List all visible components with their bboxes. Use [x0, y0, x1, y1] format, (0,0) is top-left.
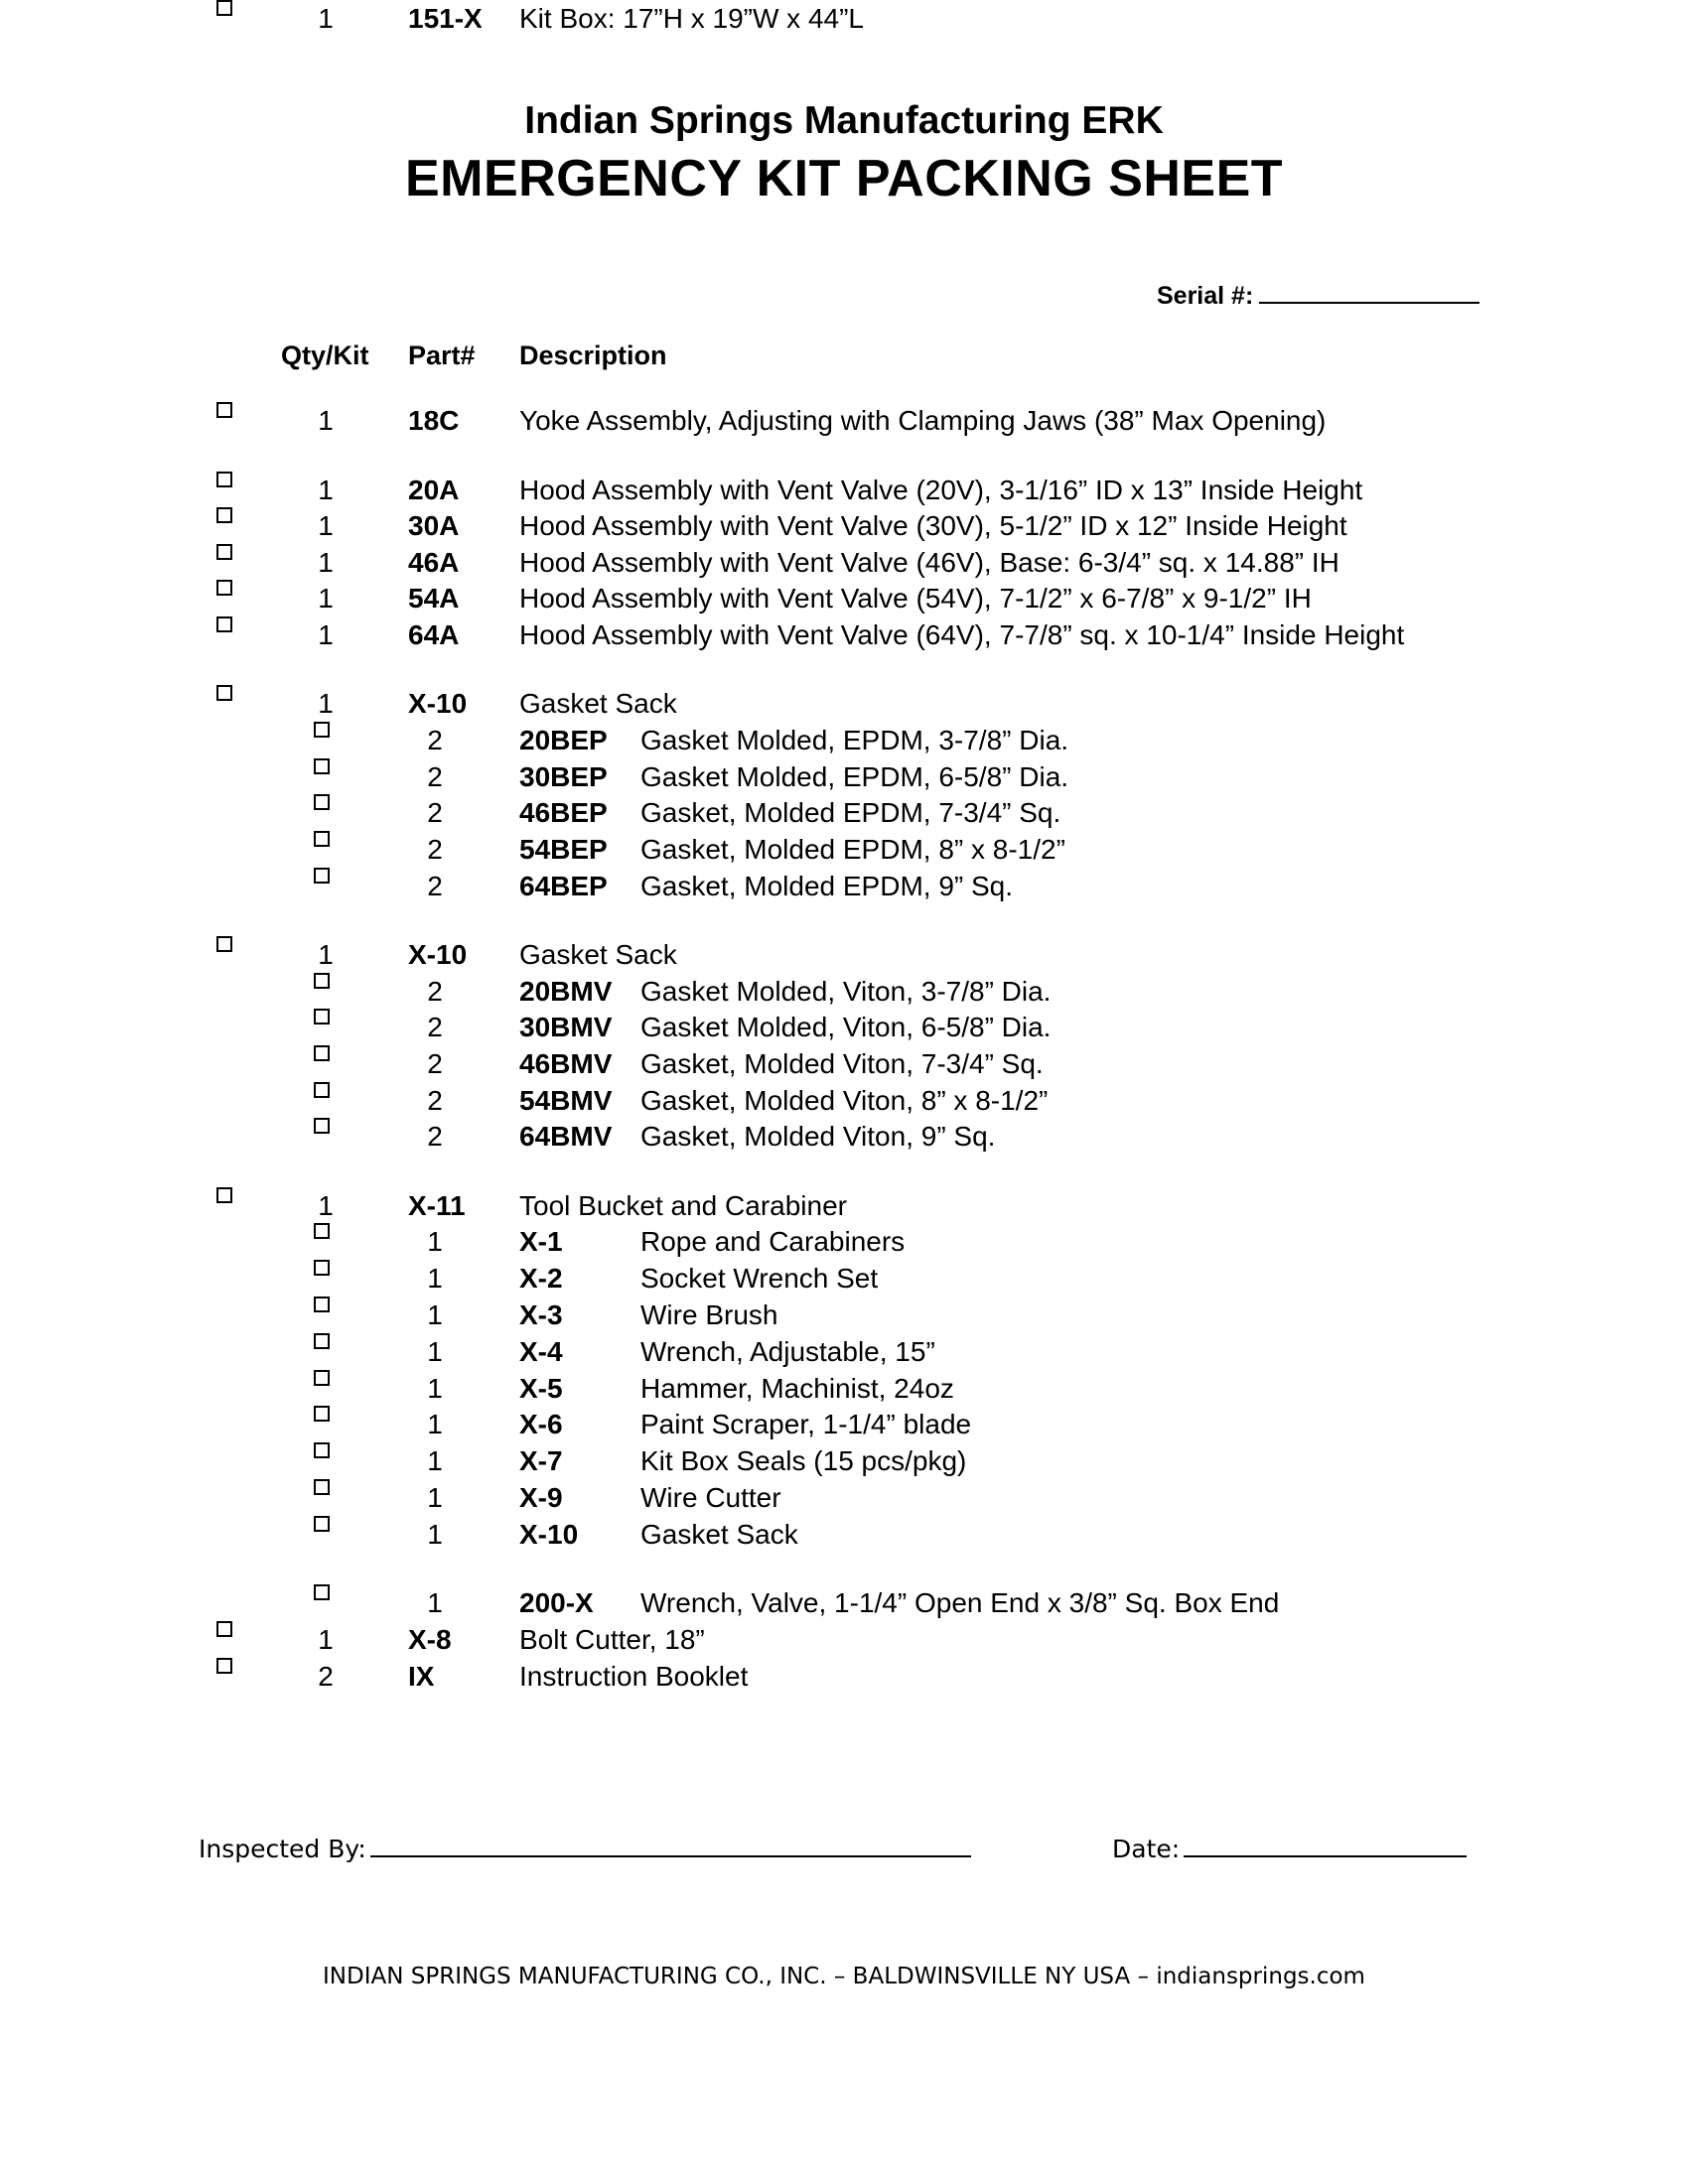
sub-item-row [0, 1082, 1688, 1119]
item-description: Gasket Molded, EPDM, 3-7/8” Dia. [640, 725, 1069, 755]
item-qty: 1 [318, 688, 334, 719]
item-qty: 1 [427, 1299, 443, 1330]
item-row [0, 0, 1688, 37]
serial-field [1157, 278, 1479, 311]
item-qty: 1 [318, 405, 334, 436]
item-part-number: 46BMV [519, 1048, 613, 1079]
column-header-qty: Qty/Kit [281, 341, 369, 370]
item-part-number: X-2 [519, 1263, 563, 1294]
sub-item-row [0, 1297, 1688, 1333]
item-part-number: X-7 [519, 1445, 563, 1476]
item-description: Hood Assembly with Vent Valve (30V), 5-1/2” ID x 12” Inside Height [519, 510, 1347, 541]
item-row [0, 402, 1688, 439]
item-qty: 2 [427, 1012, 443, 1042]
column-header-description: Description [519, 341, 667, 370]
sub-item-row [0, 1045, 1688, 1082]
inspected-by-field [199, 1831, 971, 1863]
item-qty: 2 [427, 1121, 443, 1152]
item-description: Rope and Carabiners [640, 1226, 906, 1257]
sub-item-row [0, 831, 1688, 868]
item-part-number: X-4 [519, 1336, 563, 1367]
date-field [1112, 1831, 1467, 1863]
item-qty: 1 [318, 3, 334, 34]
checkbox[interactable] [216, 580, 232, 596]
sub-item-row [0, 1333, 1688, 1370]
checkbox[interactable] [314, 722, 330, 738]
serial-input-line[interactable] [1259, 278, 1479, 304]
item-description: Hood Assembly with Vent Valve (64V), 7-7/8” sq. x 10-1/4” Inside Height [519, 619, 1405, 650]
item-description: Gasket Molded, EPDM, 6-5/8” Dia. [640, 761, 1069, 792]
item-part-number: IX [408, 1661, 435, 1692]
checkbox[interactable] [216, 402, 232, 418]
item-qty: 1 [427, 1409, 443, 1439]
item-part-number: X-11 [408, 1190, 466, 1221]
sub-item-row [0, 1516, 1688, 1553]
item-qty: 1 [427, 1336, 443, 1367]
item-row [0, 1187, 1688, 1224]
item-row [0, 1658, 1688, 1695]
item-description: Gasket, Molded Viton, 9” Sq. [640, 1121, 996, 1152]
item-description: Gasket, Molded EPDM, 9” Sq. [640, 871, 1014, 901]
item-part-number: 151-X [408, 3, 483, 34]
checkbox[interactable] [314, 1516, 330, 1532]
sub-item-row [0, 868, 1688, 904]
item-part-number: X-10 [408, 688, 468, 719]
item-qty: 2 [427, 834, 443, 865]
sub-item-row [0, 1009, 1688, 1045]
item-qty: 2 [427, 761, 443, 792]
item-row [0, 616, 1688, 653]
item-description: Gasket, Molded Viton, 7-3/4” Sq. [640, 1048, 1044, 1079]
item-part-number: 18C [408, 405, 460, 436]
item-part-number: X-6 [519, 1409, 563, 1439]
item-description: Gasket Molded, Viton, 3-7/8” Dia. [640, 976, 1052, 1007]
item-description: Gasket, Molded EPDM, 8” x 8-1/2” [640, 834, 1065, 865]
item-row [0, 472, 1688, 508]
company-title: Indian Springs Manufacturing ERK [524, 99, 1164, 142]
item-part-number: 64BMV [519, 1121, 613, 1152]
checkbox[interactable] [314, 973, 330, 989]
item-qty: 1 [427, 1519, 443, 1550]
checkbox[interactable] [314, 1260, 330, 1276]
sub-item-row [0, 1479, 1688, 1516]
item-qty: 2 [318, 1661, 334, 1692]
inspected-by-label: Inspected By: [199, 1835, 366, 1863]
sub-item-row [0, 1406, 1688, 1442]
checkbox[interactable] [314, 1297, 330, 1312]
item-qty: 1 [427, 1263, 443, 1294]
item-qty: 1 [318, 583, 334, 614]
item-description: Bolt Cutter, 18” [519, 1624, 705, 1655]
item-description: Wrench, Adjustable, 15” [640, 1336, 935, 1367]
item-description: Gasket Molded, Viton, 6-5/8” Dia. [640, 1012, 1052, 1042]
item-part-number: 64A [408, 619, 460, 650]
item-part-number: X-3 [519, 1299, 563, 1330]
item-part-number: X-10 [408, 939, 468, 970]
item-qty: 2 [427, 1085, 443, 1116]
item-qty: 2 [427, 1048, 443, 1079]
item-qty: 1 [318, 475, 334, 505]
checkbox[interactable] [314, 1442, 330, 1458]
sub-item-row [0, 1370, 1688, 1407]
checkbox[interactable] [216, 936, 232, 952]
item-description: Gasket, Molded EPDM, 7-3/4” Sq. [640, 797, 1061, 828]
item-row [0, 544, 1688, 581]
sub-item-row [0, 1118, 1688, 1155]
date-label: Date: [1112, 1835, 1181, 1863]
item-description: Kit Box Seals (15 pcs/pkg) [640, 1445, 967, 1476]
item-description: Kit Box: 17”H x 19”W x 44”L [519, 3, 865, 34]
sub-item-row [0, 1260, 1688, 1297]
item-description: Gasket Sack [519, 939, 677, 970]
checkbox[interactable] [314, 758, 330, 774]
item-part-number: 20A [408, 475, 460, 505]
item-part-number: X-10 [519, 1519, 579, 1550]
sub-item-row [0, 1442, 1688, 1479]
item-part-number: 30A [408, 510, 460, 541]
item-qty: 1 [427, 1445, 443, 1476]
item-part-number: 30BEP [519, 761, 608, 792]
checkbox[interactable] [216, 0, 232, 16]
checkbox[interactable] [314, 1406, 330, 1422]
checkbox[interactable] [314, 1584, 330, 1600]
checkbox[interactable] [216, 1621, 232, 1637]
sub-item-row [0, 722, 1688, 758]
item-description: Wrench, Valve, 1-1/4” Open End x 3/8” Sq. Box End [640, 1587, 1280, 1618]
checkbox[interactable] [314, 1045, 330, 1061]
item-part-number: X-9 [519, 1482, 563, 1513]
item-part-number: 20BMV [519, 976, 613, 1007]
sub-item-row [0, 794, 1688, 831]
sub-item-row [0, 758, 1688, 795]
item-qty: 1 [427, 1482, 443, 1513]
checkbox[interactable] [314, 1479, 330, 1495]
item-description: Gasket, Molded Viton, 8” x 8-1/2” [640, 1085, 1049, 1116]
sub-item-row [0, 973, 1688, 1010]
sub-item-row [0, 1584, 1688, 1621]
column-header-part: Part# [408, 341, 476, 370]
checkbox[interactable] [216, 685, 232, 701]
company-footer: INDIAN SPRINGS MANUFACTURING CO., INC. – BALDWINSVILLE NY USA – indiansprings.com [323, 1964, 1365, 1989]
item-qty: 1 [318, 510, 334, 541]
item-qty: 2 [427, 797, 443, 828]
item-part-number: 20BEP [519, 725, 608, 755]
item-row [0, 507, 1688, 544]
sheet-title: EMERGENCY KIT PACKING SHEET [404, 150, 1284, 207]
item-qty: 1 [318, 619, 334, 650]
item-qty: 1 [427, 1587, 443, 1618]
item-row [0, 685, 1688, 722]
checkbox[interactable] [216, 507, 232, 523]
item-part-number: X-8 [408, 1624, 452, 1655]
item-description: Paint Scraper, 1-1/4” blade [640, 1409, 972, 1439]
checkbox[interactable] [314, 1082, 330, 1098]
item-part-number: 46A [408, 547, 460, 578]
item-description: Wire Brush [640, 1299, 778, 1330]
item-qty: 1 [318, 939, 334, 970]
checkbox[interactable] [314, 1118, 330, 1134]
item-description: Gasket Sack [640, 1519, 798, 1550]
checkbox[interactable] [314, 1223, 330, 1239]
item-description: Instruction Booklet [519, 1661, 749, 1692]
item-part-number: 200-X [519, 1587, 594, 1618]
checkbox[interactable] [216, 1187, 232, 1203]
item-part-number: 46BEP [519, 797, 608, 828]
item-row [0, 1621, 1688, 1658]
checkbox[interactable] [216, 544, 232, 560]
item-description: Hood Assembly with Vent Valve (54V), 7-1/2” x 6-7/8” x 9-1/2” IH [519, 583, 1312, 614]
item-qty: 1 [318, 547, 334, 578]
item-qty: 1 [427, 1373, 443, 1404]
serial-label: Serial #: [1157, 282, 1254, 310]
item-qty: 2 [427, 725, 443, 755]
item-description: Tool Bucket and Carabiner [519, 1190, 847, 1221]
item-description: Socket Wrench Set [640, 1263, 879, 1294]
checkbox[interactable] [216, 616, 232, 632]
item-part-number: 54BMV [519, 1085, 613, 1116]
checkbox[interactable] [216, 472, 232, 487]
item-part-number: 30BMV [519, 1012, 613, 1042]
item-part-number: 54BEP [519, 834, 608, 865]
item-row [0, 580, 1688, 616]
item-part-number: 54A [408, 583, 460, 614]
checkbox[interactable] [314, 1009, 330, 1024]
sub-item-row [0, 1223, 1688, 1260]
checkbox[interactable] [314, 794, 330, 810]
item-qty: 1 [318, 1624, 334, 1655]
checkbox[interactable] [314, 1333, 330, 1349]
checkbox[interactable] [314, 1370, 330, 1386]
item-qty: 1 [318, 1190, 334, 1221]
item-description: Hood Assembly with Vent Valve (20V), 3-1/16” ID x 13” Inside Height [519, 475, 1363, 505]
item-qty: 2 [427, 976, 443, 1007]
item-description: Hammer, Machinist, 24oz [640, 1373, 954, 1404]
item-row [0, 936, 1688, 973]
item-part-number: 64BEP [519, 871, 608, 901]
item-description: Gasket Sack [519, 688, 677, 719]
item-qty: 1 [427, 1226, 443, 1257]
item-part-number: X-5 [519, 1373, 563, 1404]
checkbox[interactable] [216, 1658, 232, 1674]
item-description: Yoke Assembly, Adjusting with Clamping Jaws (38” Max Opening) [519, 405, 1327, 436]
date-input-line[interactable] [1184, 1831, 1467, 1857]
item-part-number: X-1 [519, 1226, 563, 1257]
checkbox[interactable] [314, 868, 330, 884]
item-description: Wire Cutter [640, 1482, 781, 1513]
inspected-by-input-line[interactable] [370, 1831, 971, 1857]
item-qty: 2 [427, 871, 443, 901]
checkbox[interactable] [314, 831, 330, 847]
item-description: Hood Assembly with Vent Valve (46V), Base: 6-3/4” sq. x 14.88” IH [519, 547, 1339, 578]
